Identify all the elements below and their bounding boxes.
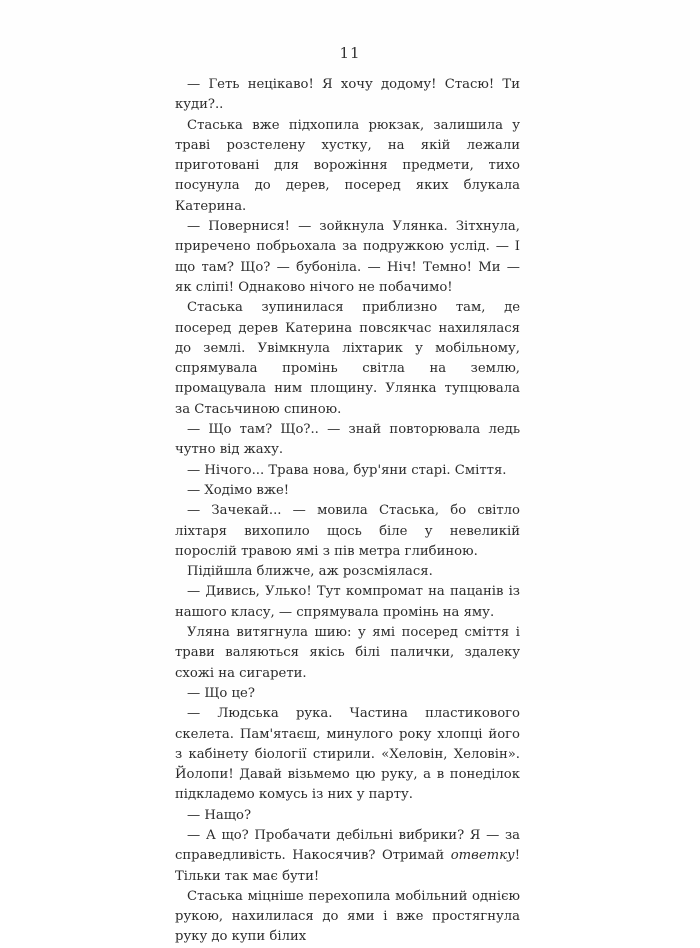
paragraph-1: — Геть нецікаво! Я хочу додому! Стасю! Ти куди?.. (175, 77, 520, 113)
paragraph-8: — Зачекай... — мовила Стаська, бо світло ліхтаря вихопило щось біле у невеликій порослій травою ямі з пів метра глибиною. (175, 503, 520, 559)
paragraph-6: — Нічого... Трава нова, бур'яни старі. Сміття. (187, 462, 507, 478)
paragraph-15 (175, 826, 520, 887)
paragraph-5: — Що там? Що?.. — знай повторювала ледь чутно від жаху. (175, 422, 520, 458)
paragraph-7: — Ходімо вже! (187, 482, 290, 498)
paragraph-15-after: ! Тільки так має бути! (175, 848, 520, 884)
paragraph-15-before: — А що? Пробачати дебільні вибрики? Я — за справедливість. Накосячив? Отримай (175, 827, 520, 864)
body-text (175, 75, 520, 948)
page-number: 11 (339, 44, 361, 62)
paragraph-3: — Повернися! — зойкнула Улянка. Зітхнула, приречено побрьохала за подружкою услід. — І що там? Що? — бубоніла. — Ніч! Темно! Ми — як сліпі! Однаково нічого не побачимо! (175, 219, 520, 295)
paragraph-4: Стаська зупинилася приблизно там, де посеред дерев Катерина повсякчас нахилялася до землі. Увімкнула ліхтарик у мобільному, спрямувала промінь світла на землю, промацувала ним площину. Улянка тупцювала за Стасьчиною спиною. (175, 300, 520, 417)
paragraph-11: Уляна витягнула шию: у ямі посеред сміття і трави валяються якісь білі палички, здалеку схожі на сигарети. (175, 625, 520, 681)
paragraph-10: — Дивись, Улько! Тут компромат на пацанів із нашого класу, — спрямувала промінь на яму. (175, 584, 520, 620)
paragraph-14: — Нащо? (187, 807, 252, 823)
paragraph-2: Стаська вже підхопила рюкзак, залишила у траві розстелену хустку, на якій лежали приготовані для ворожіння предмети, тихо посунула до дерев, посеред яких блукала Катерина. (175, 117, 520, 214)
paragraph-9: Підійшла ближче, аж розсміялася. (187, 564, 433, 580)
paragraph-13: — Людська рука. Частина пластикового скелета. Пам'ятаєш, минулого року хлопці його з кабінету біології стирили. «Хеловін, Хеловін». Йолопи! Давай візьмемо цю руку, а в понеділок підкладемо комусь із них у парту. (175, 706, 520, 803)
paragraph-12: — Що це? (187, 685, 255, 701)
paragraph-16: Стаська міцніше перехопила мобільний однією рукою, нахилилася до ями і вже простягнула руку до купи білих (175, 888, 520, 945)
emphasized-word: ответку (450, 848, 515, 864)
